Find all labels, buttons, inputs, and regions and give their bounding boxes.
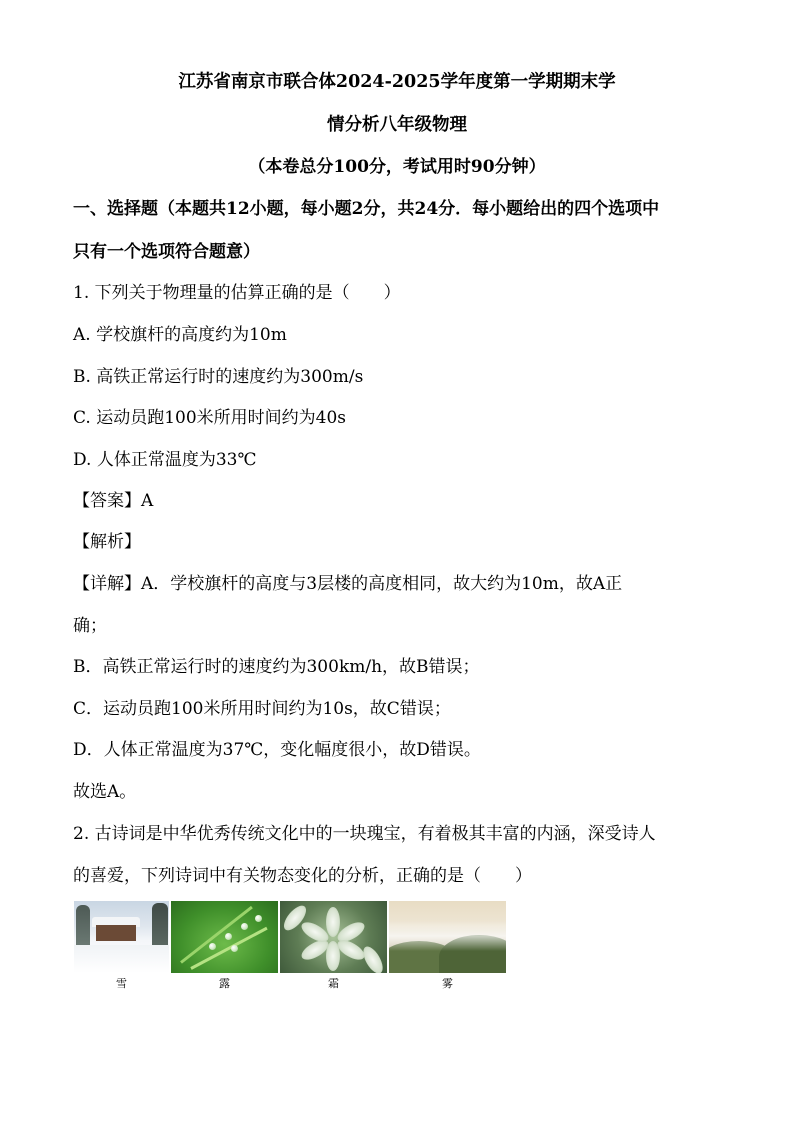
question-1-conclusion: 故选A。 [73, 782, 137, 802]
question-1-option-c: C. 运动员跑100米所用时间约为40s [73, 408, 347, 428]
fog-photo [389, 901, 506, 973]
question-1-detail-c: C．运动员跑100米所用时间约为10s，故C错误； [73, 699, 451, 719]
caption-snow: 雪 [116, 977, 127, 990]
dew-photo [171, 901, 278, 973]
page-title-line-1: 江苏省南京市联合体2024-2025学年度第一学期期末学 [178, 72, 616, 92]
caption-fog: 雾 [442, 977, 453, 990]
caption-dew: 露 [219, 977, 230, 990]
question-1-detail-b: B．高铁正常运行时的速度约为300km/h，故B错误； [73, 657, 480, 677]
question-2-stem-line-2: 的喜爱，下列诗词中有关物态变化的分析，正确的是（ ） [73, 866, 532, 886]
question-1-detail-d: D．人体正常温度为37℃，变化幅度很小，故D错误。 [73, 740, 481, 760]
page-title-line-2: 情分析八年级物理 [327, 115, 467, 135]
section-heading-line-1: 一、选择题（本题共12小题，每小题2分，共24分．每小题给出的四个选项中 [73, 199, 660, 219]
question-1-option-d: D. 人体正常温度为33℃ [73, 450, 257, 470]
question-2-image-captions [74, 976, 506, 992]
exam-info: （本卷总分100分，考试用时90分钟） [248, 157, 546, 177]
question-2-stem-line-1: 2. 古诗词是中华优秀传统文化中的一块瑰宝，有着极其丰富的内涵，深受诗人 [73, 824, 656, 844]
question-1-answer: 【答案】A [73, 491, 154, 511]
caption-frost: 霜 [328, 977, 339, 990]
question-1-stem: 1. 下列关于物理量的估算正确的是（ ） [73, 283, 401, 303]
question-1-analysis-label: 【解析】 [73, 532, 141, 552]
question-1-detail-line-2: 确； [73, 616, 107, 636]
question-1-option-b: B. 高铁正常运行时的速度约为300m/s [73, 367, 364, 387]
question-1-detail-line-1: 【详解】A．学校旗杆的高度与3层楼的高度相同，故大约为10m，故A正 [73, 574, 623, 594]
section-heading-line-2: 只有一个选项符合题意） [73, 242, 260, 262]
question-1-option-a: A. 学校旗杆的高度约为10m [73, 325, 287, 345]
question-2-image-strip [74, 901, 506, 973]
frost-photo [280, 901, 387, 973]
snow-photo [74, 901, 169, 973]
